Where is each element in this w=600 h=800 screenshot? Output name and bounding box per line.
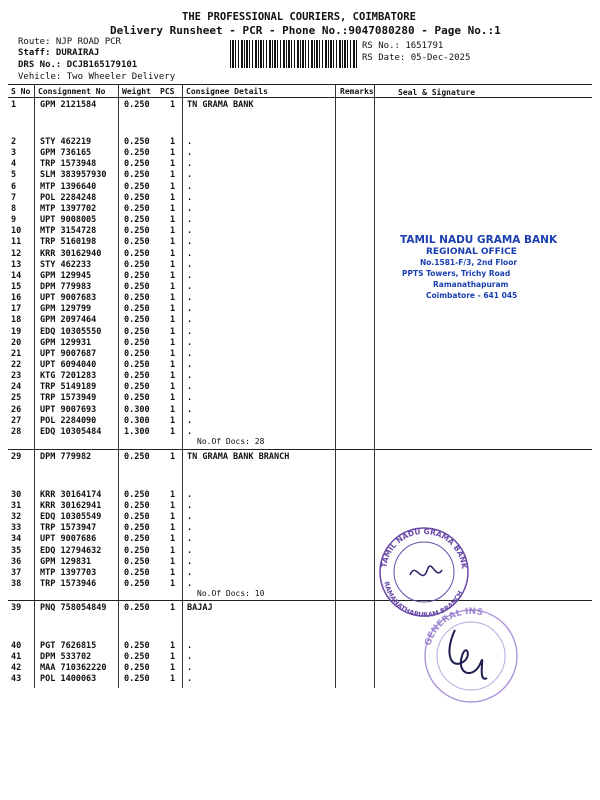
row-consignee: .	[187, 259, 193, 270]
table-row	[0, 304, 600, 315]
row-pcs: 1	[170, 371, 176, 382]
row-sno: 25	[11, 393, 22, 404]
docs-count: No.Of Docs: 10	[197, 589, 265, 598]
row-consignee: .	[187, 281, 193, 292]
row-weight: 0.250	[124, 270, 150, 281]
row-weight: 0.250	[124, 501, 150, 512]
row-sno: 26	[11, 404, 22, 415]
row-consignee: TN GRAMA BANK	[187, 100, 254, 110]
row-consignee: .	[187, 170, 193, 181]
row-weight: 0.250	[124, 226, 150, 237]
row-consignee: .	[187, 192, 193, 203]
route-label: Route: NJP ROAD PCR	[18, 37, 121, 47]
row-weight: 0.250	[124, 545, 150, 556]
row-sno: 39	[11, 603, 22, 613]
row-pcs: 1	[170, 674, 176, 684]
row-sno: 21	[11, 348, 22, 359]
stamp-address-4: Coimbatore - 641 045	[426, 291, 518, 300]
row-consignee: .	[187, 159, 193, 170]
insurance-seal-icon	[415, 600, 525, 710]
stamp-address-3: Ramanathapuram	[433, 280, 509, 289]
row-pcs: 1	[170, 137, 176, 147]
row-weight: 0.250	[124, 652, 150, 662]
row-consignment: MAA 710362220	[40, 663, 107, 673]
row-pcs: 1	[170, 415, 176, 426]
row-weight: 0.250	[124, 603, 150, 613]
row-weight: 0.250	[124, 490, 150, 500]
row-pcs: 1	[170, 404, 176, 415]
row-pcs: 1	[170, 545, 176, 556]
row-pcs: 1	[170, 270, 176, 281]
col-weight: Weight	[122, 87, 151, 96]
row-consignment: KRR 30162941	[40, 501, 102, 512]
row-pcs: 1	[170, 203, 176, 214]
row-sno: 5	[11, 170, 17, 181]
table-row	[0, 568, 600, 579]
row-consignee: .	[187, 226, 193, 237]
row-sno: 32	[11, 512, 22, 523]
table-row	[0, 393, 600, 404]
svg-text:TAMIL NADU GRAMA BANK	[379, 527, 469, 571]
row-consignee: .	[187, 137, 193, 147]
row-consignment: EDQ 10305549	[40, 512, 102, 523]
row-weight: 0.250	[124, 248, 150, 259]
table-row	[0, 490, 600, 501]
table-row	[0, 416, 600, 427]
row-consignment: KTG 7201283	[40, 371, 97, 382]
row-consignment: UPT 6094040	[40, 360, 97, 370]
row-consignment: GPM 2097464	[40, 315, 97, 326]
row-consignment: GPM 129945	[40, 270, 92, 281]
col-consignee: Consignee Details	[186, 87, 268, 96]
row-consignee: .	[187, 501, 193, 512]
row-consignee: .	[187, 490, 193, 500]
group-head-row	[0, 452, 600, 463]
row-sno: 28	[11, 426, 22, 437]
row-consignee: TN GRAMA BANK BRANCH	[187, 452, 290, 462]
row-weight: 0.250	[124, 534, 150, 545]
row-sno: 19	[11, 326, 22, 337]
col-sno: S No	[11, 87, 31, 96]
table-row	[0, 170, 600, 181]
row-weight: 0.250	[124, 371, 150, 382]
row-sno: 27	[11, 415, 22, 426]
row-consignee: .	[187, 270, 193, 281]
row-sno: 31	[11, 501, 22, 512]
seal-bottom-text: RAMANATHAPURAM BRANCH	[382, 580, 465, 620]
row-sno: 1	[11, 100, 17, 110]
row-consignment: UPT 9007687	[40, 348, 97, 359]
row-consignee: .	[187, 360, 193, 370]
seal2-text: GENERAL INS	[423, 606, 484, 648]
row-weight: 0.300	[124, 415, 150, 426]
row-consignment: POL 2284248	[40, 192, 97, 203]
row-consignment: UPT 9007683	[40, 293, 97, 304]
row-pcs: 1	[170, 360, 176, 370]
table-row	[0, 338, 600, 349]
row-consignment: STY 462233	[40, 259, 92, 270]
row-sno: 40	[11, 641, 22, 651]
row-consignee: .	[187, 382, 193, 393]
row-pcs: 1	[170, 304, 176, 315]
row-consignee: .	[187, 203, 193, 214]
row-weight: 0.300	[124, 404, 150, 415]
row-weight: 0.250	[124, 337, 150, 348]
row-consignment: GPM 129799	[40, 304, 92, 315]
row-consignee: .	[187, 641, 193, 651]
row-pcs: 1	[170, 512, 176, 523]
row-sno: 37	[11, 567, 22, 578]
row-consignment: KRR 30164174	[40, 490, 102, 500]
row-pcs: 1	[170, 393, 176, 404]
row-pcs: 1	[170, 148, 176, 159]
row-weight: 0.250	[124, 452, 150, 462]
group-head-row	[0, 100, 600, 111]
row-consignee: .	[187, 337, 193, 348]
row-consignment: TRP 1573947	[40, 523, 97, 534]
row-consignee: .	[187, 663, 193, 673]
row-sno: 11	[11, 237, 22, 248]
docs-count: No.Of Docs: 28	[197, 437, 265, 446]
table-row	[0, 215, 600, 226]
row-consignee: .	[187, 674, 193, 684]
row-consignment: TRP 5160198	[40, 237, 97, 248]
row-consignee: .	[187, 556, 193, 567]
table-row	[0, 546, 600, 557]
table-row	[0, 327, 600, 338]
table-row	[0, 579, 600, 590]
stamp-bank-name: TAMIL NADU GRAMA BANK	[400, 234, 558, 246]
row-pcs: 1	[170, 281, 176, 292]
table-row	[0, 371, 600, 382]
row-sno: 36	[11, 556, 22, 567]
row-pcs: 1	[170, 237, 176, 248]
row-sno: 34	[11, 534, 22, 545]
row-weight: 0.250	[124, 578, 150, 589]
row-weight: 0.250	[124, 326, 150, 337]
row-weight: 0.250	[124, 159, 150, 170]
row-sno: 16	[11, 293, 22, 304]
row-consignment: GPM 129831	[40, 556, 92, 567]
row-consignee: .	[187, 652, 193, 662]
row-sno: 29	[11, 452, 22, 462]
row-consignment: DPM 779982	[40, 452, 92, 462]
col-consignment: Consignment No	[38, 87, 106, 96]
row-consignment: TRP 1573949	[40, 393, 97, 404]
row-consignee: .	[187, 371, 193, 382]
stamp-office: REGIONAL OFFICE	[426, 247, 517, 257]
row-consignment: MTP 1396640	[40, 181, 97, 192]
row-pcs: 1	[170, 426, 176, 437]
row-sno: 3	[11, 148, 17, 159]
row-consignee: .	[187, 293, 193, 304]
rs-date: RS Date: 05-Dec-2025	[362, 53, 471, 63]
table-row	[0, 182, 600, 193]
row-pcs: 1	[170, 259, 176, 270]
row-weight: 0.250	[124, 100, 150, 110]
row-sno: 20	[11, 337, 22, 348]
row-pcs: 1	[170, 215, 176, 226]
table-row	[0, 204, 600, 215]
row-sno: 35	[11, 545, 22, 556]
row-consignment: UPT 9007693	[40, 404, 97, 415]
row-consignee: .	[187, 248, 193, 259]
row-pcs: 1	[170, 490, 176, 500]
row-consignment: TRP 5149189	[40, 382, 97, 393]
table-row	[0, 523, 600, 534]
row-consignee: .	[187, 523, 193, 534]
row-consignment: STY 462219	[40, 137, 92, 147]
row-sno: 2	[11, 137, 17, 147]
row-weight: 0.250	[124, 259, 150, 270]
row-weight: 0.250	[124, 281, 150, 292]
row-pcs: 1	[170, 578, 176, 589]
row-weight: 0.250	[124, 215, 150, 226]
table-row	[0, 159, 600, 170]
row-weight: 0.250	[124, 137, 150, 147]
row-consignee: .	[187, 534, 193, 545]
row-consignee: .	[187, 181, 193, 192]
row-weight: 0.250	[124, 315, 150, 326]
row-sno: 12	[11, 248, 22, 259]
row-consignee: BAJAJ	[187, 603, 213, 613]
col-seal: Seal & Signature	[398, 88, 476, 97]
row-weight: 0.250	[124, 348, 150, 359]
row-weight: 0.250	[124, 148, 150, 159]
row-consignment: GPM 2121584	[40, 100, 97, 110]
row-sno: 43	[11, 674, 22, 684]
row-sno: 38	[11, 578, 22, 589]
row-consignment: POL 2284090	[40, 415, 97, 426]
row-consignment: DPM 779983	[40, 281, 92, 292]
row-weight: 0.250	[124, 181, 150, 192]
row-weight: 0.250	[124, 393, 150, 404]
row-sno: 15	[11, 281, 22, 292]
table-row	[0, 557, 600, 568]
row-pcs: 1	[170, 534, 176, 545]
row-sno: 13	[11, 259, 22, 270]
row-consignee: .	[187, 326, 193, 337]
table-row	[0, 315, 600, 326]
row-consignment: KRR 30162940	[40, 248, 102, 259]
row-weight: 0.250	[124, 556, 150, 567]
col-pcs: PCS	[160, 87, 175, 96]
table-row	[0, 360, 600, 371]
row-consignment: SLM 383957930	[40, 170, 107, 181]
row-sno: 22	[11, 360, 22, 370]
row-sno: 33	[11, 523, 22, 534]
row-pcs: 1	[170, 603, 176, 613]
row-consignment: PGT 7626815	[40, 641, 97, 651]
row-consignment: UPT 9007686	[40, 534, 97, 545]
row-sno: 23	[11, 371, 22, 382]
row-weight: 0.250	[124, 674, 150, 684]
seal-top-text: TAMIL NADU GRAMA BANK	[379, 526, 469, 570]
row-consignee: .	[187, 315, 193, 326]
row-consignee: .	[187, 304, 193, 315]
row-sno: 10	[11, 226, 22, 237]
stamp-address-1: No.1581-F/3, 2nd Floor	[420, 258, 518, 267]
row-pcs: 1	[170, 663, 176, 673]
stamp-address-2: PPTS Towers, Trichy Road	[402, 269, 511, 278]
row-pcs: 1	[170, 170, 176, 181]
group-divider	[8, 449, 592, 450]
row-weight: 0.250	[124, 293, 150, 304]
table-row	[0, 148, 600, 159]
row-consignee: .	[187, 215, 193, 226]
row-pcs: 1	[170, 382, 176, 393]
row-consignee: .	[187, 426, 193, 437]
row-pcs: 1	[170, 556, 176, 567]
row-pcs: 1	[170, 326, 176, 337]
table-row	[0, 405, 600, 416]
row-weight: 1.300	[124, 426, 150, 437]
row-consignee: .	[187, 148, 193, 159]
row-consignment: EDQ 12794632	[40, 545, 102, 556]
vehicle-label: Vehicle: Two Wheeler Delivery	[18, 72, 176, 82]
row-consignment: TRP 1573946	[40, 578, 97, 589]
row-consignee: .	[187, 578, 193, 589]
row-weight: 0.250	[124, 523, 150, 534]
table-row	[0, 382, 600, 393]
row-sno: 14	[11, 270, 22, 281]
row-consignee: .	[187, 237, 193, 248]
table-row	[0, 349, 600, 360]
row-pcs: 1	[170, 159, 176, 170]
table-row	[0, 193, 600, 204]
table-row	[0, 512, 600, 523]
row-pcs: 1	[170, 652, 176, 662]
row-consignment: EDQ 10305484	[40, 426, 102, 437]
row-pcs: 1	[170, 641, 176, 651]
row-weight: 0.250	[124, 237, 150, 248]
row-pcs: 1	[170, 501, 176, 512]
table-row	[0, 137, 600, 148]
row-consignee: .	[187, 404, 193, 415]
row-sno: 41	[11, 652, 22, 662]
col-remarks: Remarks	[340, 87, 374, 96]
company-title: THE PROFESSIONAL COURIERS, COIMBATORE	[182, 11, 416, 23]
row-consignment: MTP 3154728	[40, 226, 97, 237]
row-sno: 18	[11, 315, 22, 326]
table-row	[0, 427, 600, 438]
row-pcs: 1	[170, 248, 176, 259]
row-pcs: 1	[170, 452, 176, 462]
row-sno: 42	[11, 663, 22, 673]
drs-number: DRS No.: DCJB165179101	[18, 60, 138, 70]
row-sno: 9	[11, 215, 17, 226]
row-consignee: .	[187, 393, 193, 404]
row-consignee: .	[187, 567, 193, 578]
row-sno: 6	[11, 181, 17, 192]
row-weight: 0.250	[124, 203, 150, 214]
row-pcs: 1	[170, 181, 176, 192]
row-sno: 7	[11, 192, 17, 203]
row-pcs: 1	[170, 293, 176, 304]
row-weight: 0.250	[124, 170, 150, 181]
row-weight: 0.250	[124, 192, 150, 203]
row-sno: 30	[11, 490, 22, 500]
row-sno: 4	[11, 159, 17, 170]
row-consignment: GPM 736165	[40, 148, 92, 159]
row-sno: 8	[11, 203, 17, 214]
row-consignment: GPM 129931	[40, 337, 92, 348]
barcode	[230, 40, 358, 68]
row-pcs: 1	[170, 100, 176, 110]
row-pcs: 1	[170, 523, 176, 534]
row-consignment: TRP 1573948	[40, 159, 97, 170]
row-pcs: 1	[170, 192, 176, 203]
row-consignee: .	[187, 348, 193, 359]
row-weight: 0.250	[124, 641, 150, 651]
row-pcs: 1	[170, 348, 176, 359]
row-consignment: EDQ 10305550	[40, 326, 102, 337]
row-sno: 17	[11, 304, 22, 315]
row-weight: 0.250	[124, 382, 150, 393]
runsheet-title: Delivery Runsheet - PCR - Phone No.:9047080280 - Page No.:1	[110, 24, 501, 37]
row-weight: 0.250	[124, 360, 150, 370]
row-pcs: 1	[170, 337, 176, 348]
row-consignment: UPT 9008005	[40, 215, 97, 226]
row-consignment: MTP 1397702	[40, 203, 97, 214]
row-consignment: DPM 533702	[40, 652, 92, 662]
row-consignee: .	[187, 415, 193, 426]
row-pcs: 1	[170, 315, 176, 326]
rs-number: RS No.: 1651791	[362, 41, 444, 51]
row-weight: 0.250	[124, 663, 150, 673]
row-consignment: POL 1400063	[40, 674, 97, 684]
row-weight: 0.250	[124, 304, 150, 315]
row-weight: 0.250	[124, 512, 150, 523]
table-row	[0, 534, 600, 545]
row-pcs: 1	[170, 567, 176, 578]
row-consignee: .	[187, 545, 193, 556]
row-consignment: PNQ 758054849	[40, 603, 107, 613]
row-sno: 24	[11, 382, 22, 393]
row-weight: 0.250	[124, 567, 150, 578]
row-consignee: .	[187, 512, 193, 523]
table-row	[0, 501, 600, 512]
row-consignment: MTP 1397703	[40, 567, 97, 578]
staff-label: Staff: DURAIRAJ	[18, 48, 100, 58]
row-pcs: 1	[170, 226, 176, 237]
